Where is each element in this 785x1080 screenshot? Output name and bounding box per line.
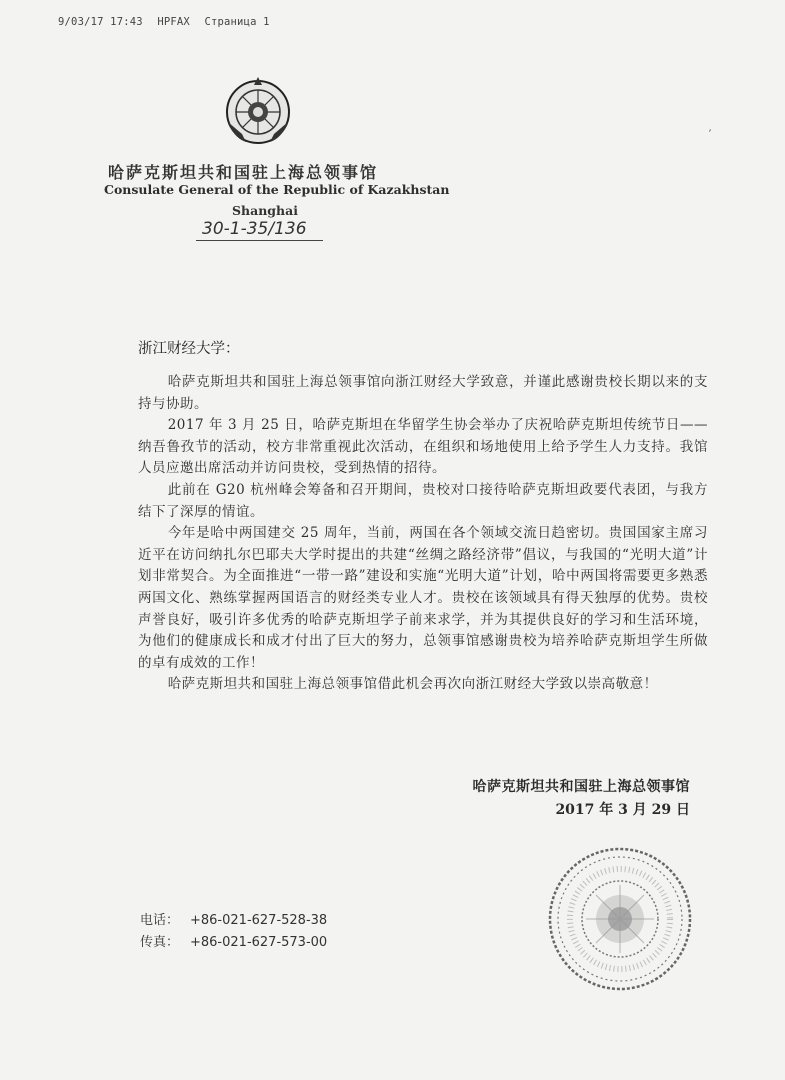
reference-number: 30-1-35/136 — [196, 219, 323, 241]
fax-header — [58, 16, 278, 28]
consulate-name-cn: 哈萨克斯坦共和国驻上海总领事馆 — [108, 163, 379, 182]
consulate-name-en: Consulate General of the Republic of Kazakhstan — [104, 182, 450, 197]
paragraph: 2017 年 3 月 25 日，哈萨克斯坦在华留学生协会举办了庆祝哈萨克斯坦传统节日——纳吾鲁孜节的活动，校方非常重视此次活动，在组织和场地使用上给予学生人力支持。我馆人员应邀出席活动并访问贵校，受到热情的招待。 — [138, 417, 708, 477]
letter-body — [138, 372, 708, 696]
fax-datetime: 9/03/17 17:43 — [58, 16, 143, 28]
signature-org: 哈萨克斯坦共和国驻上海总领事馆 — [472, 779, 690, 795]
fax-label: 传真： — [140, 935, 180, 950]
salutation: 浙江财经大学： — [138, 341, 240, 357]
consulate-seal-icon — [546, 845, 694, 993]
paragraph: 今年是哈中两国建交 25 周年，当前，两国在各个领域交流日趋密切。贵国国家主席习近平在访问纳扎尔巴耶夫大学时提出的共建“丝绸之路经济带”倡议，与我国的“光明大道”计划非常契合。为全面推进“一带一路”建设和实施“光明大道”计划，哈中两国将需要更多熟悉两国文化、熟练掌握两国语言的财经类专业人才。贵校在该领域具有得天独厚的优势。贵校声誉良好，吸引许多优秀的哈萨克斯坦学子前来求学，并为其提供良好的学习和生活环境，为他们的健康成长和成才付出了巨大的努力，总领事馆感谢贵校为培养哈萨克斯坦学生所做的卓有成效的工作！ — [138, 525, 708, 671]
phone-number: +86-021-627-528-38 — [190, 913, 328, 928]
signature-block — [380, 776, 690, 819]
phone-row — [140, 910, 327, 932]
paragraph: 哈萨克斯坦共和国驻上海总领事馆借此机会再次向浙江财经大学致以崇高敬意！ — [167, 676, 658, 693]
phone-label: 电话： — [140, 913, 180, 928]
fax-row — [140, 932, 327, 954]
scan-mark: ′ — [707, 126, 716, 142]
paragraph: 此前在 G20 杭州峰会筹备和召开期间，贵校对口接待哈萨克斯坦政要代表团，与我方结下了深厚的情谊。 — [138, 481, 708, 520]
fax-page-label: Страница 1 — [204, 16, 270, 28]
signature-date: 2017 年 3 月 29 日 — [555, 802, 690, 818]
consulate-city: Shanghai — [232, 203, 298, 218]
contact-block — [140, 910, 327, 954]
state-emblem-icon — [222, 74, 294, 146]
fax-number: +86-021-627-573-00 — [190, 935, 328, 950]
fax-sender: HPFAX — [157, 16, 190, 28]
paragraph: 哈萨克斯坦共和国驻上海总领事馆向浙江财经大学致意，并谨此感谢贵校长期以来的支持与协助。 — [138, 374, 708, 412]
